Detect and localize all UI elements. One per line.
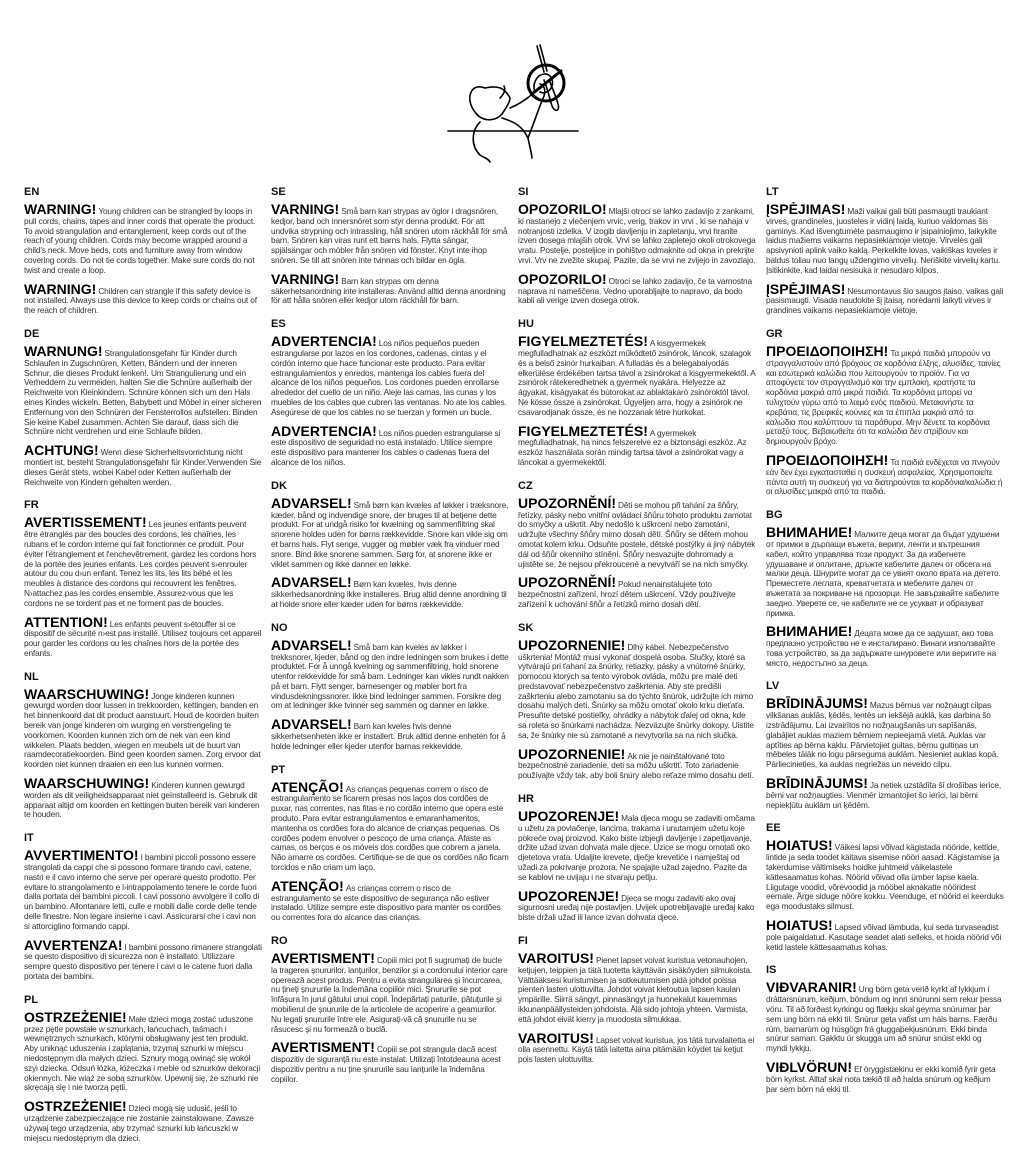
warning-text: Pokud nenainstalujete toto bezpečnostní zařízení, hrozí dětem uškrcení. Vždy používejte zařízení k uchování šňůr a řetízků mimo dosah dětí. bbox=[518, 579, 736, 609]
warning-text: Young children can be strangled by loops in pull cords, chains, tapes and inner cords that operate the product. To avoid strangulation and entanglement, keep cords out of the reach of young children. Cords may become wrapped around a child's neck. Move beds, cots and furniture away from window covering cords. Do not tie cords together. Make sure cords do not twist and create a loop. bbox=[24, 206, 256, 275]
warning-title: ADVERTENCIA! bbox=[271, 333, 377, 350]
warning-paragraph bbox=[271, 780, 509, 873]
warning-title: OPOZORILO! bbox=[518, 270, 607, 287]
warning-title: ADVARSEL! bbox=[271, 716, 352, 733]
warning-text: Ja netiek uzstādīta šī drošības ierīce, bērni var nožņaugties. Vienmēr izmantojiet šo ierīci, lai bērni nepiekļūtu auklām un ķēdēm. bbox=[766, 780, 1002, 810]
warning-title: VAROITUS! bbox=[518, 950, 594, 967]
language-code: HR bbox=[518, 793, 534, 806]
language-code: GR bbox=[766, 327, 783, 340]
warning-paragraph bbox=[271, 496, 509, 570]
language-code: SI bbox=[518, 186, 529, 198]
warning-text: Children can strangle if this safety device is not installed. Always use this device to keep cords or chains out of the reach of children. bbox=[24, 285, 257, 316]
warning-title: OPOZORILO! bbox=[518, 201, 607, 217]
language-code: PL bbox=[24, 993, 39, 1006]
warning-title: ĮSPĖJIMAS! bbox=[766, 280, 846, 297]
warning-paragraph bbox=[271, 424, 509, 468]
language-section-de bbox=[24, 328, 262, 487]
warning-paragraph bbox=[271, 575, 509, 609]
warning-paragraph bbox=[766, 838, 1004, 912]
warning-paragraph bbox=[766, 918, 1004, 952]
warning-title: UPOZORNĚNÍ! bbox=[518, 574, 616, 591]
language-code: PT bbox=[271, 763, 286, 776]
warning-text: Ak nie je nainštalované toto bezpečnostné zariadenie, deti sa môžu uškrtiť. Toto zariadenie používajte vždy tak, aby boli šnúry alebo reťaze mimo dosahu detí. bbox=[518, 750, 754, 781]
warning-paragraph bbox=[24, 443, 262, 487]
warning-title: ВНИМАНИЕ! bbox=[766, 623, 853, 640]
warning-paragraph bbox=[24, 1099, 262, 1143]
warning-paragraph bbox=[518, 334, 756, 417]
warning-text: Mlajši otroci se lahko zadavijo z zankami, ki nastanejo z vlečenjem vrvic, verig, trakov in vrvi , ki se nahaja v notranjosti izdelka. V izogib davljenju in zapletanju, vrvi hranite izven dosega mlajših otrok. Vrvi se lahko zapletejo okoli otrokovega vratu. Postelje, posteljice in pohištvo odmaknite od okna in prekrijte vrvi. Vrv ne zvežite skupaj. Pazite, da se vrvi ne zvijejo in zavozlajo. bbox=[518, 206, 756, 265]
warning-text: Små børn kan kvæles af løkker i træksnore, kæder, bånd og indvendige snore, der bruges til at betjene dette produkt. For at undgå risiko for kvælning og sammenfiltring skal snorene holdes uden for børns rækkevidde. Snore kan vikle sig om et barns hals. Flyt senge, vugger og møbler væk fra vinduer med snore. Bind ikke snorene sammen. Sørg for, at snorene ikke er viklet sammen og ikke danner en løkke. bbox=[271, 499, 509, 569]
warning-title: FIGYELMEZTETÉS! bbox=[518, 422, 648, 439]
warning-text: Малките деца могат да бъдат удушени от примки в дърпащи въжета, вериги, ленти и вътрешния кабел, който управлява този продукт. За да избегнете удушаване и оплитане, дръжте кабелите далеч от обсега на малки деца. Шнурите могат да се увият около врата на детето. Преместете леглата, креватчетата и мебелите далеч от въжетата за покриване на прозорци. Не завързвайте кабелите заедно. Уверете се, че кабелите не се усукват и образуват примка. bbox=[766, 529, 1001, 618]
warning-paragraph bbox=[271, 717, 509, 751]
warning-paragraph bbox=[24, 202, 262, 276]
warning-title: UPOZORNĚNÍ! bbox=[518, 494, 616, 511]
warning-paragraph bbox=[271, 202, 509, 266]
warning-title: WAARSCHUWING! bbox=[24, 775, 150, 792]
warning-title: VARNING! bbox=[271, 270, 340, 287]
warning-text: Dzieci mogą się udusić, jeśli to urządzenie zabezpieczające nie zostanie zainstalowane. Zawsze używaj tego urządzenia, aby trzymać sznurki lub łańcuszki w miejscu niedostępnym dla dzieci. bbox=[24, 1103, 254, 1143]
warning-text: Wenn diese Sicherheitsvorrichtung nicht montiert ist, besteht Strangulationsgefahr für Kinder.Verwenden Sie dieses Gerät stets, wobei Kabel oder Ketten außerhalb der Reichweite von Kindern gehalten werden. bbox=[24, 447, 262, 487]
language-section-hu bbox=[518, 318, 756, 468]
warning-title: ADVERTENCIA! bbox=[271, 422, 377, 439]
warning-title: BRĪDINĀJUMS! bbox=[766, 775, 868, 792]
language-section-es bbox=[271, 318, 509, 468]
language-section-hr bbox=[518, 793, 756, 923]
warning-text: As crianças pequenas correm o risco de estrangulamento se ficarem presas nos laços dos cordões de puxar, nas correntes, nas fitas e no cordão interno que opera este produto. Para evitar estrangulamentos e emaranhamentos, mantenha os cordões fora do alcance de crianças pequenas. Os cordões podem envolver o pescoço de uma criança. Afaste as camas, os berços e os móveis dos cordões que cobrem a janela. Não amarre os cordões. Certifique-se de que os cordões não ficam torcidos e não criam um laço. bbox=[271, 783, 509, 873]
language-code: CZ bbox=[518, 479, 533, 492]
warning-paragraph bbox=[766, 344, 1004, 447]
language-code: HU bbox=[518, 318, 534, 331]
language-code: RO bbox=[271, 935, 288, 948]
column-4 bbox=[766, 186, 1004, 1106]
warning-title: FIGYELMEZTETÉS! bbox=[518, 333, 648, 350]
warning-title: VIÐLVÖRUN! bbox=[766, 1059, 853, 1075]
warning-text: Los niños pequeños pueden estrangularse por lazos en los cordones, cadenas, cintas y el cordón interno que hace funcionar este producto. Para evitar estrangulamientos y enredos, mantenga los cables fuera del alcance de los niños pequeños. Los cordones pueden enrollarse alrededor del cuello de un niño. Aleje las camas, las cunas y los muebles de los cables que cubren las ventanas. No ate los cables. Asegúrese de que los cables no se tuerzan y formen un bucle. bbox=[271, 338, 507, 417]
language-section-sk bbox=[518, 622, 756, 781]
warning-paragraph bbox=[518, 575, 756, 609]
warning-paragraph bbox=[766, 282, 1004, 316]
warning-text: Dlhý kábel. Nebezpečenstvo uškrtenia! Montáž musí vykonať dospelá osoba. Slučky, ktoré sa vytvárajú pri ťahaní za šnúrky, retiazky, pásky a vnútorné šnúrky, pomocou ktorých sa tento výrobok ovláda, môžu pre malé deti predstavovať nebezpečenstvo zaškrtenia. Aby ste predišli zaškrteniu alebo zamotaniu sa do týchto šnúrok, udržujte ich mimo dosahu malých detí. Šnúrky sa môžu omotať okolo krku dieťaťa. Presuňte detské postieľky, ohrádky a nábytok ďalej od okna, kde sa roleta so šnúrkami nachádza. Nezväzujte šnúrky dokopy. Uistite sa, že šnúrky nie sú zamotané a nevytvorila sa na nich slučka. bbox=[518, 641, 754, 740]
language-code: DK bbox=[271, 479, 287, 492]
warning-paragraph bbox=[24, 938, 262, 982]
language-section-ee bbox=[766, 822, 1004, 952]
warning-title: VARNING! bbox=[271, 201, 340, 217]
warning-paragraph bbox=[271, 951, 509, 1034]
warning-text: Pienet lapset voivat kuristua vetonauhojen, ketjujen, teippien ja tätä tuotetta käyttävän sisäköyden silmukoista. Välttääksesi kuristumisen ja sotkeutumisen pidä johdot poissa pienten lasten ulottuvilta. Johdot voivat kietoutua lapsen kaulan ympärille. Siirrä sängyt, pinnasängyt ja huonekalut kauemmas ikkunanpäällysteiden johdoista. Älä sido johtoja yhteen. Varmista, että johdot eivät kierry ja muodosta silmukkaa. bbox=[518, 955, 753, 1024]
warning-title: UPOZORENJE! bbox=[518, 887, 620, 904]
language-code: FR bbox=[24, 499, 39, 512]
warning-title: AVVERTIMENTO! bbox=[24, 847, 139, 864]
warning-text: Les jeunes enfants peuvent être étranglés par des boucles des cordons, les chaînes, les rubans et le cordon interne qui fait fonctionner ce produit. Pour éviter l'étranglement et l'enchevêtrement, gardez les cordons hors de la portée des jeunes enfants. Les cordes peuvent s›enrouler autour du cou d›un enfant. Tenez les lits, les lits bébé et les meubles à distance des cordons qui recouvrent les fenêtres. N›attachez pas les cordes ensemble. Assurez-vous que les cordons ne se tordent pas et ne forment pas de boucles. bbox=[24, 519, 257, 608]
language-code: EN bbox=[24, 186, 40, 198]
warning-title: VAROITUS! bbox=[518, 1029, 594, 1046]
warning-paragraph bbox=[24, 1010, 262, 1093]
language-section-ro bbox=[271, 935, 509, 1085]
language-code: IS bbox=[766, 964, 777, 977]
language-code: FI bbox=[518, 935, 528, 948]
warning-text: Mala djeca mogu se zadaviti omčama u užetu za povlačenje, lancima, trakama i unutarnjem užetu koje pokreće ovaj proizvod. Kako biste izbjegli davljenje i zapetljavanje, držite užad izvan dohvata male djece. Uzice se mogu omotati oko djetetova vrata. Udaljite krevete, dječje krevetiće i namještaj od užadi za pokrivanje prozora. Ne spajajte užad zajedno. Pazite da se kablovi ne uvijaju i ne stvaraju petlju. bbox=[518, 813, 755, 882]
language-code: SE bbox=[271, 186, 286, 198]
warning-title: OSTRZEŻENIE! bbox=[24, 1008, 127, 1025]
warning-paragraph bbox=[271, 638, 509, 712]
warning-paragraph bbox=[518, 889, 756, 923]
warning-text: I bambini possono rimanere strangolati se questo dispositivo di sicurezza non è installato. Utilizzare sempre questo dispositivo per tenere i cavi o le catene fuori dalla portata dei bambini. bbox=[24, 941, 262, 982]
language-code: LT bbox=[766, 186, 779, 198]
language-section-lv bbox=[766, 680, 1004, 810]
warning-title: WAARSCHUWING! bbox=[24, 685, 150, 702]
warning-text: Mazus bērnus var nožņaugt cilpas vilkšanas auklās, ķēdēs, lentēs un iekšējā auklā, kas darbina šo izstrādājumu. Lai izvairītos no nožņaugšanās un sapīšanās, glabājiet auklas maziem bērniem nepieejamā vietā. Auklas var aptīties ap bērna kaklu. Pārvietojiet gultas, bērnu gultiņas un mēbeles tālāk no logu pārseguma auklām. Nesieniet auklas kopā. Pārliecinieties, ka auklas negriežas un neveido cilpu. bbox=[766, 700, 999, 770]
language-section-fi bbox=[518, 935, 756, 1065]
warning-text: Otroci se lahko zadavijo, če ta varnostna naprava ni nameščena. Vedno uporabljajte to napravo, da bodo kabli ali verige izven dosega otrok. bbox=[518, 275, 752, 306]
warning-paragraph bbox=[518, 272, 756, 306]
warning-paragraph bbox=[766, 980, 1004, 1054]
language-section-it bbox=[24, 832, 262, 982]
warning-paragraph bbox=[24, 687, 262, 770]
warning-title: ATENÇÃO! bbox=[271, 877, 344, 894]
warning-title: UPOZORNENIE! bbox=[518, 745, 626, 762]
warning-paragraph bbox=[766, 525, 1004, 618]
warning-text: A gyermekek megfulladhatnak, ha nincs felszerelve ez a biztonsági eszköz. Az eszköz használata során mindig tartsa távol a zsinórokat vagy a láncokat a gyermekektől. bbox=[518, 427, 747, 467]
warning-text: Små barn kan kveles av løkker i trekksnorer, kjeder, bånd og den indre ledningen som brukes i dette produktet. For å unngå kvelning og sammenfiltring, hold snorene utenfor rekkevidde for små barn. Ledninger kan vikles rundt nakken på et barn. Flytt senger, barnesenger og møbler bort fra vindusdekningssnorer. Ikke bind ledninger sammen. Forsikre deg om at ledninger ikke tvinner seg sammen og danner en løkke. bbox=[271, 641, 509, 711]
warning-title: AVERTISMENT! bbox=[271, 1039, 375, 1056]
warning-title: HOIATUS! bbox=[766, 837, 833, 854]
warning-text: As crianças correm o risco de estrangulamento se este dispositivo de segurança não estiver instalado. Utilize sempre este dispositivo para manter os cordões ou correntes fora do alcance das crianças. bbox=[271, 882, 501, 923]
warning-title: ADVARSEL! bbox=[271, 574, 352, 591]
warning-paragraph bbox=[766, 202, 1004, 276]
warning-paragraph bbox=[24, 615, 262, 659]
warning-text: Maži vaikai gali būti pasmaugti traukiant virves, grandineles, juosteles ir vidinį laidą, kuriuo valdomas šis gaminys. Kad išvengtumėte pasmaugimo ir įsipainiojimo, laikykite laidus mažiems vaikams nepasiekiamoje vietoje. Virvelės gali apsivynioti aplink vaiko kaklą. Perkelkite lovas, vaikiškas loveles ir baldus toliau nuo langų uždengimo virvelių. Neriškite virvelių kartu. Įsitikinkite, kad laidai nesisuka ir nesudaro kilpos. bbox=[766, 206, 1001, 275]
language-section-se bbox=[271, 186, 509, 306]
language-section-pt bbox=[271, 764, 509, 923]
language-code: NO bbox=[271, 621, 288, 634]
warning-title: ATENÇÃO! bbox=[271, 778, 344, 795]
warning-text: Małe dzieci mogą zostać uduszone przez pętle powstałe w sznurkach, łańcuchach, taśmach i wewnętrznych sznurkach, którymi obsługiwany jest ten produkt. Aby uniknąć uduszenia i zaplątania, trzymaj sznurki w miejscu niedostępnym dla małych dzieci. Sznury mogą owinąć się wokół szyi dziecka. Odsuń łóżka, łóżeczka i meble od sznurków dekoracji okiennych. Nie wiąż ze sobą sznurków. Upewnij się, że sznurki nie skręcają się i nie tworzą pętli. bbox=[24, 1013, 261, 1093]
warning-text: Väikesi lapsi võivad kägistada nööride, kettide, lintide ja seda toodet käitava sisemise nööri aasad. Kägistamise ja takerdumise vältimiseks hoidke juhtmeid väikelastele kättesaamatus kohas. Nöörid võivad olla ümber lapse kaela. Liigutage voodid, võrevoodid ja mööbel aknakatte nööridest eemale. Ärge siduge nööre kokku. Veenduge, et nöörid ei keerduks ega moodustaks silmust. bbox=[766, 842, 1004, 912]
warning-title: WARNING! bbox=[24, 201, 97, 217]
warning-title: ΠΡΟΕΙΔΟΠΟΙΗΣΗ! bbox=[766, 342, 889, 359]
column-3 bbox=[518, 186, 756, 1077]
language-section-en bbox=[24, 186, 262, 316]
warning-title: WARNING! bbox=[24, 280, 97, 297]
warning-paragraph bbox=[518, 1031, 756, 1065]
warning-paragraph bbox=[518, 809, 756, 883]
column-1 bbox=[24, 186, 262, 1155]
language-section-nl bbox=[24, 671, 262, 821]
warning-text: Barn kan kveles hvis denne sikkerhetsenheten ikke er installert. Bruk alltid denne enheten for å holde ledninger eller kjeder utenfor barnas rekkevidde. bbox=[271, 721, 506, 751]
language-code: LV bbox=[766, 680, 780, 693]
warning-paragraph bbox=[518, 424, 756, 468]
warning-text: Los niños pueden estrangularse si este dispositivo de seguridad no está instalado. Utilice siempre este dispositivo para mantener los cables o cadenas fuera del alcance de los niños. bbox=[271, 427, 501, 467]
warning-title: ΠΡΟΕΙΔΟΠΟΙΗΣΗ! bbox=[766, 451, 889, 468]
child-strangulation-hazard-prohibited-icon bbox=[440, 30, 610, 165]
warning-text: Les enfants peuvent s›étouffer si ce dispositif de sécurité n›est pas installé. Utilisez toujours cet appareil pour garder les cordons ou les chaînes hors de la portée des enfants. bbox=[24, 618, 262, 658]
warning-paragraph bbox=[271, 334, 509, 417]
warning-paragraph bbox=[518, 951, 756, 1025]
warning-title: HOIATUS! bbox=[766, 917, 833, 934]
warning-text: Barn kan strypas om denna säkerhetsanordning inte installeras. Använd alltid denna anordning för att hålla snören eller kedjor utom räckhåll för barn. bbox=[271, 275, 506, 306]
warning-text: Kinderen kunnen gewurgd worden als dit veiligheidsapparaat niet geïnstalleerd is. Gebruik dit apparaat altijd om koorden en kettingen buiten bereik van kinderen te houden. bbox=[24, 780, 260, 820]
language-section-is bbox=[766, 964, 1004, 1094]
warning-paragraph bbox=[24, 282, 262, 316]
column-2 bbox=[271, 186, 509, 1097]
warning-text: Små barn kan strypas av öglor i dragsnören, kedjor, band och innersnöret som styr denna produkt. För att undvika strypning och intrassling, håll snören utom räckhåll för små barn. Snören kan viras runt ett barns hals. Flytta sängar, spjälsängar och möbler från snören vid fönster. Knyt inte ihop snören. Se till att snören inte tvinnas och bildar en ögla. bbox=[271, 206, 508, 265]
warning-title: UPOZORENJE! bbox=[518, 808, 620, 825]
warning-text: Lapsed võivad lämbuda, kui seda turvaseadist pole paigaldatud. Kasutage seadet alati selleks, et hoida nöörid või ketid lastele kättesaamatus kohas. bbox=[766, 922, 1002, 952]
warning-paragraph bbox=[518, 202, 756, 266]
language-section-cz bbox=[518, 480, 756, 610]
warning-paragraph bbox=[271, 272, 509, 306]
warning-paragraph bbox=[24, 515, 262, 608]
warning-text: Τα παιδιά ενδέχεται να πνιγούν εάν δεν έχει εγκατασταθεί η συσκευή ασφαλείας. Χρησιμοποιείτε πάντα αυτή τη συσκευή για να διατηρούνται τα κορδόνια/καλώδια ή οι αλυσίδες μακριά από τα παιδιά. bbox=[766, 456, 1003, 497]
warning-paragraph bbox=[24, 344, 262, 437]
warning-title: ĮSPĖJIMAS! bbox=[766, 201, 846, 217]
warning-paragraph bbox=[24, 776, 262, 820]
warning-paragraph bbox=[271, 1040, 509, 1084]
warning-title: WARNUNG! bbox=[24, 342, 103, 359]
warning-text: Nesumontavus šio saugos įtaiso, vaikas gali pasismaugti. Visada naudokite šį įtaisą, norėdami laikyti virves ir grandines vaikams nepasiekiamoje vietoje. bbox=[766, 285, 1004, 316]
warning-title: ACHTUNG! bbox=[24, 442, 99, 459]
language-section-fr bbox=[24, 499, 262, 658]
language-section-no bbox=[271, 622, 509, 752]
warning-title: ADVARSEL! bbox=[271, 494, 352, 511]
language-code: ES bbox=[271, 318, 286, 331]
warning-paragraph bbox=[766, 624, 1004, 668]
warning-title: ADVARSEL! bbox=[271, 636, 352, 653]
warning-text: Copiii mici pot fi sugrumați de bucle la tragerea șnururilor, lanțurilor, benzilor și a cordonului interior care operează acest produs. Pentru a evita strangularea și încurcarea, nu țineți șnururile la îndemâna copiilor mici. Șnururile se pot înfășura în jurul gâtului unui copil. Îndepărtați paturile, pătuțurile și mobilierul de șnururile de la articolele de acoperire a geamurilor. Nu legați șnururile între ele. Asigurați-vă că șnururile nu se răsucesc și nu formează o buclă. bbox=[271, 955, 508, 1034]
language-code: BG bbox=[766, 509, 783, 522]
warning-text: Děti se mohou při tahání za šňůry, řetízky, pásky nebo vnitřní ovládací šňůru tohoto produktu zamotat do smyčky a uškrtit. Aby nedošlo k uškrcení nebo zamotání, udržujte všechny šňůry mimo dosah dětí. Šňůry se dětem mohou omotat kolem krku. Odsuňte postele, dětské postýlky a jiný nábytek dál od šňůr okenního stínění. Šňůry nesvazujte dohromady a ujistěte se, že nejsou překroucené a nevytváří se na nich smyčky. bbox=[518, 499, 756, 569]
warning-text: Lapset voivat kuristua, jos tätä turvalaitetta ei olla asennettu. Käytä tätä laitetta aina pitämään köydet tai ketjut pois lasten ulottuvilta. bbox=[518, 1034, 755, 1065]
warning-text: Copiii se pot strangula dacă acest dispozitiv de siguranță nu este instalat. Utilizați întotdeauna acest dispozitiv pentru a nu ține șnururile sau lanțurile la îndemâna copiilor. bbox=[271, 1044, 501, 1084]
warning-title: AVVERTENZA! bbox=[24, 936, 123, 953]
warning-paragraph bbox=[24, 848, 262, 931]
warning-paragraph bbox=[766, 453, 1004, 497]
warning-text: Djeca se mogu zadaviti ako ovaj sigurnosni uređaj nije postavljen. Uvijek upotrebljavajte uređaj kako biste držali užad ili lance izvan dohvata djece. bbox=[518, 892, 755, 923]
language-code: IT bbox=[24, 832, 34, 845]
warning-text: Ef öryggistækinu er ekki komið fyrir geta börn kyrkst. Alltaf skal nota tækið til að halda snúrum og keðjum þar sem börn ná ekki til. bbox=[766, 1064, 996, 1094]
language-section-si bbox=[518, 186, 756, 306]
language-section-dk bbox=[271, 480, 509, 610]
warning-title: OSTRZEŻENIE! bbox=[24, 1098, 127, 1115]
language-code: SK bbox=[518, 621, 534, 634]
warning-text: Jonge kinderen kunnen gewurgd worden door lussen in trekkoorden, kettingen, banden en het binnenkoord dat dit product aanstuurt. Houd de koorden buiten bereik van jonge kinderen om wurging en verstrengeling te voorkomen. Koorden kunnen zich om de nek van een kind wikkelen. Plaats bedden, wiegen en meubels uit de buurt van raamdecoratiekoorden. Bind geen koorden samen. Zorg ervoor dat koorden niet kunnen draaien en een lus kunnen vormen. bbox=[24, 690, 261, 770]
warning-title: ВНИМАНИЕ! bbox=[766, 524, 853, 541]
warning-text: Børn kan kvæles, hvis denne sikkerhedsanordning ikke installeres. Brug altid denne anordning til at holde snore eller kæder uden for børns rækkevidde. bbox=[271, 579, 507, 609]
language-code: DE bbox=[24, 327, 40, 340]
warning-title: ATTENTION! bbox=[24, 613, 108, 630]
warning-paragraph bbox=[518, 496, 756, 570]
warning-title: AVERTISSEMENT! bbox=[24, 514, 147, 531]
language-section-gr bbox=[766, 328, 1004, 497]
warning-title: VIÐVARANIR! bbox=[766, 979, 857, 996]
language-section-pl bbox=[24, 994, 262, 1144]
warning-paragraph bbox=[766, 696, 1004, 770]
warning-paragraph bbox=[271, 879, 509, 923]
language-section-lt bbox=[766, 186, 1004, 316]
warning-paragraph bbox=[518, 747, 756, 781]
warning-title: UPOZORNENIE! bbox=[518, 636, 626, 653]
warning-paragraph bbox=[766, 776, 1004, 810]
warning-paragraph bbox=[518, 638, 756, 741]
language-code: NL bbox=[24, 670, 39, 683]
warning-text: A kisgyermekek megfulladhatnak az eszközt működtető zsinórok, láncok, szalagok és a belső zsinór hurkaiban. A fulladás és a belegabalyodás elkerülése érdekében tartsa távol a zsinórokat a kisgyermekektől. A zsinórok rátekeredhetnek a gyermek nyakára. Helyezze az ágyakat, kiságyakat és bútorokat az ablaktakaró zsinóroktól távol. Ne kösse össze a zsinórokat. Ügyeljen arra, hogy a zsinórok ne csavarodjanak össze, és ne hozzanak létre hurkokat. bbox=[518, 338, 756, 417]
warning-paragraph bbox=[766, 1060, 1004, 1094]
warning-text: Strangulationsgefahr für Kinder durch Schlaufen in Zugschnüren, Ketten, Bändern und der inneren Schnur, die dieses Produkt lenken!. Um Strangulierung und ein Verheddern zu vermeiden, halten Sie die Schnüre außerhalb der Reichweite von Kleinkindern. Schnüre können sich um den Hals eines Kindes wickeln. Betten, Babybett und Möbel in einer sicheren Entfernung von den Schnüren der Fensterrollos aufstellen. Binden Sie keine Kabel zusammen. Achten Sie darauf, dass sich die Schnüre nicht verdrehen und eine Schlaufe bilden. bbox=[24, 347, 262, 437]
warning-text: I bambini piccoli possono essere strangolati da cappi che si possono formare tirando cavi, catene, nastri e il cavo interno che serve per operare questo prodotto. Per evitare lo strangolamento e l›intrappolamento tenere le corde fuori dalla portata dei bambini piccoli. I cavi possono avvolgere il collo di un bambino. Allontanare letti, culle e mobili dalle corde delle tende delle finestre. Non legare insieme i cavi. Assicurarsi che i cavi non si attorciglino formando cappi. bbox=[24, 852, 260, 931]
warning-text: Τα μικρά παιδιά μπορούν να στραγγαλιστούν από βρόχους σε κορδόνια έλξης, αλυσίδες, ταινίες και εσωτερικά καλώδια που λειτουργούν το προϊόν. Για να αποφύγετε τον στραγγαλισμό και την εμπλοκή, κρατήστε τα κορδόνια μακριά από μικρά παιδιά. Τα κορδόνια μπορεί να τυλιχτούν γύρω από το λαιμό ενός παιδιού. Μετακινήστε τα κρεβάτια, τις βρεφικές κούνιες και τα έπιπλα μακριά από τα καλώδια που καλύπτουν τα παράθυρα. Μην δένετε τα κορδόνια μεταξύ τους. Βεβαιωθείτε ότι τα καλώδια δεν στρίβουν και δημιουργούν βρόχο. bbox=[766, 347, 1001, 447]
warning-text: Ung börn geta verið kyrkt af lykkjum í dráttarsnúrum, keðjum, böndum og innri snúrunni sem rekur þessa vöru. Til að forðast kyrkingu og flækju skal geyma snúrurnar þar sem ung börn ná ekki til. Snúrur geta vafist um háls barns. Færðu rúm, barnarúm og húsgögn frá gluggaþekjusnúrum. Ekki binda snúrur saman. Gakktu úr skugga um að snúrur snúist ekki og myndi lykkju. bbox=[766, 984, 1002, 1054]
language-code: EE bbox=[766, 822, 781, 835]
warning-text: Децата може да се задушат, ако това предпазно устройство не е инсталирано. Винаги използвайте това устройство, за да задържате шнуровете или веригите на място, недостъпно за деца. bbox=[766, 628, 997, 668]
language-section-bg bbox=[766, 509, 1004, 668]
warning-title: AVERTISMENT! bbox=[271, 950, 375, 967]
warning-title: BRĪDINĀJUMS! bbox=[766, 695, 868, 712]
